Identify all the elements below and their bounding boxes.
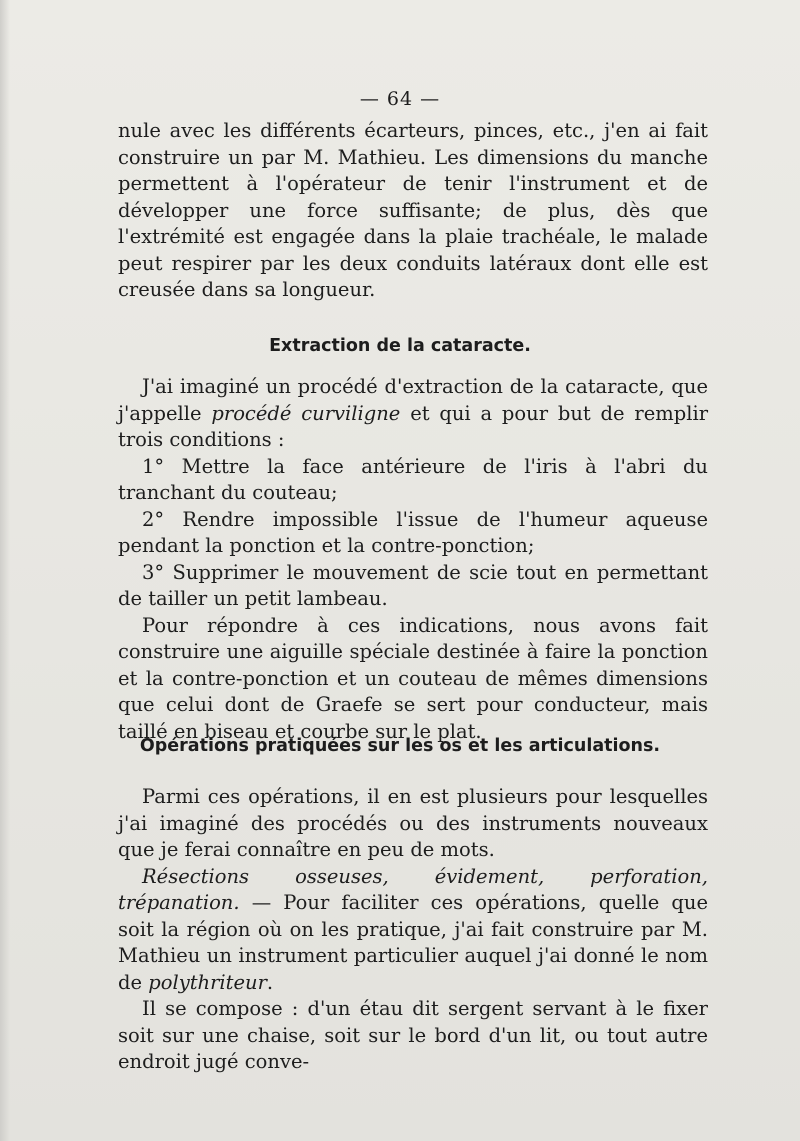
cataracte-condition-1: 1° Mettre la face antérieure de l'iris à l'abri du tranchant du couteau; <box>118 454 708 504</box>
operations-text-block <box>118 784 708 1076</box>
cataracte-condition-3: 3° Supprimer le mouvement de scie tout en permettant de tailler un petit lambeau. <box>118 560 708 610</box>
cataracte-procedure-name: procédé curviligne <box>211 401 401 425</box>
operations-instrument-name: polythriteur <box>148 970 267 994</box>
page-shadow-edge <box>0 0 10 1141</box>
cataracte-paragraph-2: Pour répondre à ces indications, nous avons fait construire une aiguille spéciale destinée à faire la ponction et la contre-ponction et un couteau de mêmes dimensions que celui dont de Graefe se sert pour conducteur, mais taillé en biseau et courbe sur le plat. <box>118 613 708 743</box>
cataracte-text-block <box>118 374 708 745</box>
intro-text-block <box>118 118 708 304</box>
cataracte-p1-start: J'ai imaginé un procédé d'extraction de la cataracte, que j'appelle <box>118 375 708 425</box>
operations-paragraph-2 <box>118 864 708 997</box>
intro-paragraph: nule avec les différents écarteurs, pinces, etc., j'en ai fait construire un par M. Mathieu. Les dimensions du manche permettent à l'opérateur de tenir l'instrument et de développer une force suffisante; de plus, dès que l'extrémité est engagée dans la plaie trachéale, le malade peut respirer par les deux conduits latéraux dont elle est creusée dans sa longueur. <box>118 119 708 301</box>
section-heading-operations: Opérations pratiquées sur les os et les articulations. <box>139 736 661 756</box>
page-number: — 64 — <box>359 88 441 110</box>
operations-paragraph-1: Parmi ces opérations, il en est plusieurs pour lesquelles j'ai imaginé des procédés ou des instruments nouveaux que je ferai connaître en peu de mots. <box>118 785 708 861</box>
operations-p2-end: . <box>266 970 274 994</box>
section-heading-cataracte: Extraction de la cataracte. <box>269 336 531 356</box>
cataracte-paragraph-1 <box>118 374 708 454</box>
operations-procedures-list: Résections osseuses, évidement, perforation, trépanation. <box>118 864 708 914</box>
cataracte-p1-end: et qui a pour but de remplir trois conditions : <box>118 401 709 451</box>
operations-p2-rest: — Pour faciliter ces opérations, quelle que soit la région où on les pratique, j'ai fait construire par M. Mathieu un instrument particulier auquel j'ai donné le nom de <box>118 891 708 994</box>
operations-paragraph-3: Il se compose : d'un étau dit sergent servant à le fixer soit sur une chaise, soit sur le bord d'un lit, ou tout autre endroit jugé conve- <box>118 997 708 1073</box>
cataracte-condition-2: 2° Rendre impossible l'issue de l'humeur aqueuse pendant la ponction et la contre-ponction; <box>118 507 708 557</box>
